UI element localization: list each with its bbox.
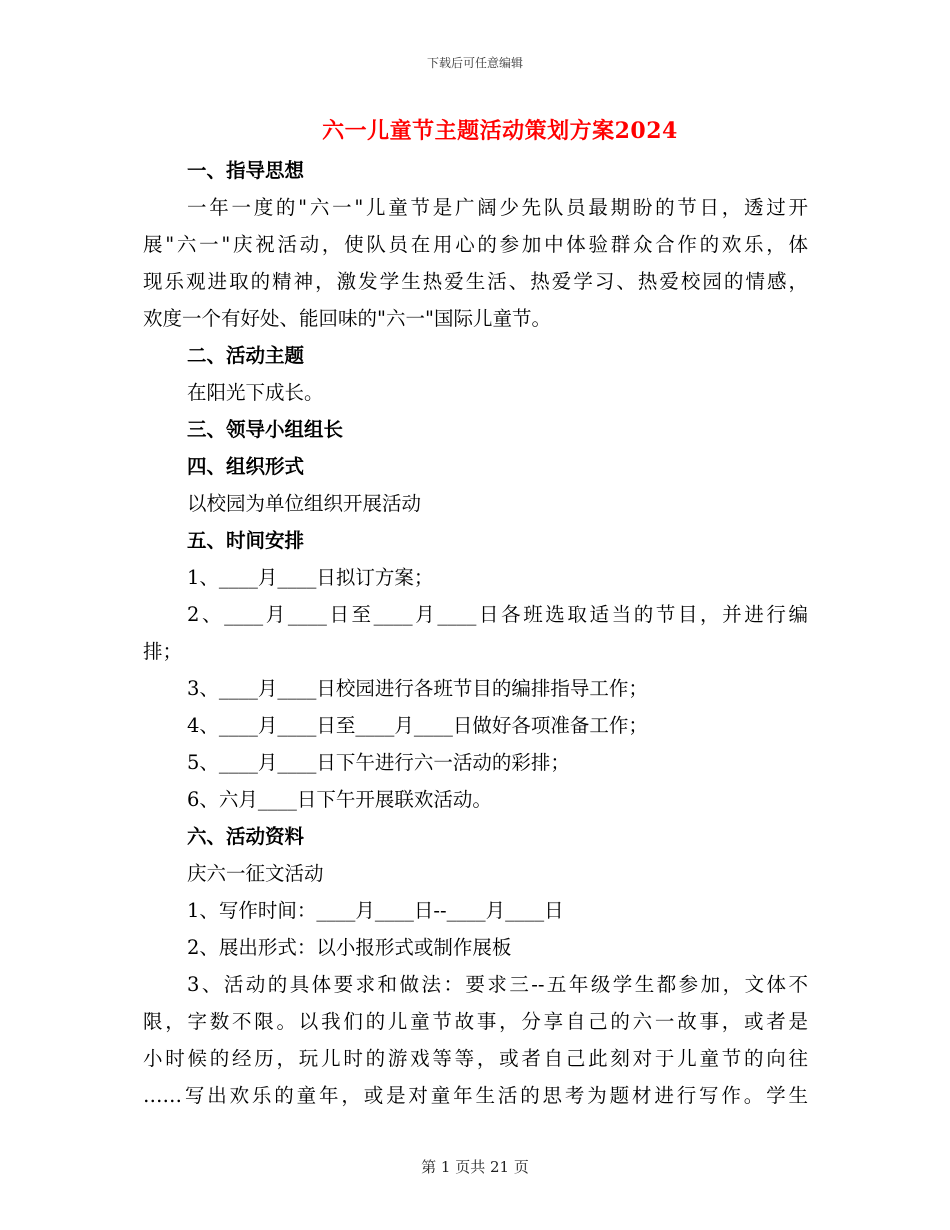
body-line: 小时候的经历，玩儿时的游戏等等，或者自己此刻对于儿童节的向往 <box>143 1047 808 1070</box>
body-line: 现乐观进取的精神，激发学生热爱生活、热爱学习、热爱校园的情感， <box>143 270 808 293</box>
body-line: 限，字数不限。以我们的儿童节故事，分享自己的六一故事，或者是 <box>143 1010 808 1033</box>
body-line: 1、写作时间：____月____日--____月____日 <box>187 899 564 922</box>
body-line: 5、____月____日下午进行六一活动的彩排； <box>187 751 570 774</box>
body-line: 2、展出形式：以小报形式或制作展板 <box>187 936 512 959</box>
body-line: 4、____月____日至____月____日做好各项准备工作； <box>187 714 648 737</box>
body-line: 3、活动的具体要求和做法：要求三--五年级学生都参加，文体不 <box>187 973 808 996</box>
body-line: 欢度一个有好处、能回味的"六一"国际儿童节。 <box>143 307 551 330</box>
document-title: 六一儿童节主题活动策划方案2024 <box>322 118 678 144</box>
body-line: 在阳光下成长。 <box>187 381 324 404</box>
body-line: 一年一度的"六一"儿童节是广阔少先队员最期盼的节日，透过开 <box>187 196 808 219</box>
body-line: 1、____月____日拟订方案； <box>187 566 434 589</box>
body-line: 庆六一征文活动 <box>187 862 324 885</box>
body-line: 以校园为单位组织开展活动 <box>187 492 422 515</box>
body-line: 3、____月____日校园进行各班节目的编排指导工作； <box>187 677 648 700</box>
section-heading: 四、组织形式 <box>187 455 305 478</box>
document-body <box>143 152 808 1114</box>
section-heading: 六、活动资料 <box>187 825 305 848</box>
body-line: 6、六月____日下午开展联欢活动。 <box>187 788 492 811</box>
header-note: 下载后可任意编辑 <box>426 56 523 70</box>
body-line: ……写出欢乐的童年，或是对童年生活的思考为题材进行写作。学生 <box>143 1084 808 1107</box>
section-heading: 三、领导小组组长 <box>187 418 344 441</box>
body-line: 展"六一"庆祝活动，使队员在用心的参加中体验群众合作的欢乐，体 <box>143 233 808 256</box>
section-heading: 五、时间安排 <box>187 529 305 552</box>
section-heading: 二、活动主题 <box>187 344 305 367</box>
section-heading: 一、指导思想 <box>187 159 305 182</box>
page-footer: 第 1 页共 21 页 <box>421 1158 529 1176</box>
body-line: 2、____月____日至____月____日各班选取适当的节目，并进行编 <box>187 603 808 626</box>
body-line: 排； <box>143 640 183 663</box>
